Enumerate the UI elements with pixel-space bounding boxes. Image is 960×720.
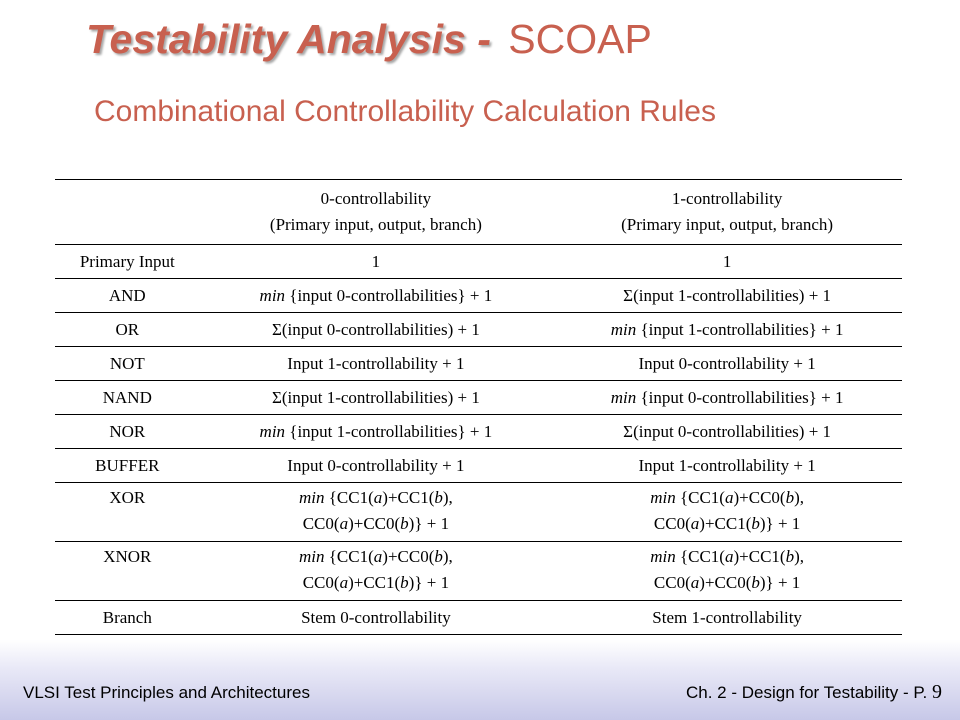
- zero-controllability-cell: [200, 601, 553, 635]
- gate-cell: Primary Input: [55, 245, 200, 279]
- c0-line: CC0(a)+CC0(b)} + 1: [302, 514, 450, 533]
- c1-line: Σ(input 0-controllabilities) + 1: [623, 421, 832, 441]
- c0-line: min {CC1(a)+CC0(b),: [299, 547, 453, 566]
- gate-cell: XOR: [55, 483, 200, 542]
- c0-line: min {CC1(a)+CC1(b),: [299, 488, 453, 507]
- one-controllability-cell: [552, 313, 902, 347]
- c0-line: 1: [371, 251, 381, 271]
- table-row: [55, 381, 902, 415]
- c1-line: min {CC1(a)+CC1(b),: [650, 547, 804, 566]
- c0-line: Σ(input 0-controllabilities) + 1: [271, 319, 480, 339]
- footer-band: [0, 640, 960, 720]
- page-number: 9: [932, 681, 942, 703]
- one-controllability-cell: [552, 542, 902, 601]
- slide-subtitle: Combinational Controllability Calculation Rules: [94, 95, 716, 128]
- header-0-controllability-label: 0-controllability: [320, 189, 432, 208]
- slide-title: [86, 16, 652, 63]
- zero-controllability-cell: [200, 483, 553, 542]
- table-row: [55, 415, 902, 449]
- title-main: Testability Analysis: [86, 16, 466, 62]
- header-cell-0-controllability: [200, 180, 553, 245]
- one-controllability-cell: [552, 601, 902, 635]
- c1-line: Input 1-controllability + 1: [638, 455, 816, 475]
- c1-line: 1: [722, 251, 732, 271]
- c0-line: min {input 0-controllabilities} + 1: [259, 285, 493, 305]
- header-1-controllability-label: 1-controllability: [671, 189, 783, 208]
- table-row: [55, 483, 902, 542]
- zero-controllability-cell: [200, 347, 553, 381]
- title-separator: -: [477, 16, 491, 62]
- c1-line: CC0(a)+CC0(b)} + 1: [653, 573, 801, 592]
- one-controllability-cell: [552, 279, 902, 313]
- c1-line: min {input 1-controllabilities} + 1: [610, 319, 844, 339]
- footer-chapter: [686, 681, 942, 704]
- table-row: [55, 313, 902, 347]
- gate-cell: Branch: [55, 601, 200, 635]
- zero-controllability-cell: [200, 279, 553, 313]
- zero-controllability-cell: [200, 449, 553, 483]
- one-controllability-cell: [552, 415, 902, 449]
- one-controllability-cell: [552, 449, 902, 483]
- gate-cell: NOT: [55, 347, 200, 381]
- header-cell-gate: [55, 180, 200, 245]
- gate-cell: OR: [55, 313, 200, 347]
- c0-line: Σ(input 1-controllabilities) + 1: [271, 387, 480, 407]
- table-row: [55, 279, 902, 313]
- table-header: [55, 180, 902, 245]
- c1-line: min {CC1(a)+CC0(b),: [650, 488, 804, 507]
- title-sub: SCOAP: [508, 16, 652, 62]
- c0-line: CC0(a)+CC1(b)} + 1: [302, 573, 450, 592]
- one-controllability-cell: [552, 347, 902, 381]
- gate-cell: NAND: [55, 381, 200, 415]
- one-controllability-cell: [552, 245, 902, 279]
- table-body: [55, 245, 902, 635]
- gate-cell: NOR: [55, 415, 200, 449]
- header-1-controllability-note: (Primary input, output, branch): [621, 215, 834, 234]
- zero-controllability-cell: [200, 313, 553, 347]
- header-cell-1-controllability: [552, 180, 902, 245]
- header-0-controllability-note: (Primary input, output, branch): [269, 215, 482, 234]
- gate-cell: XNOR: [55, 542, 200, 601]
- footer-course-title: VLSI Test Principles and Architectures: [23, 683, 310, 702]
- one-controllability-cell: [552, 483, 902, 542]
- c1-line: CC0(a)+CC1(b)} + 1: [653, 514, 801, 533]
- c0-line: min {input 1-controllabilities} + 1: [259, 421, 493, 441]
- c1-line: Σ(input 1-controllabilities) + 1: [623, 285, 832, 305]
- footer-chapter-label: Ch. 2 - Design for Testability - P.: [686, 683, 928, 702]
- controllability-rules-table: [55, 179, 902, 635]
- zero-controllability-cell: [200, 245, 553, 279]
- header-row: [55, 180, 902, 245]
- c0-line: Input 1-controllability + 1: [287, 353, 465, 373]
- c1-line: Stem 1-controllability: [652, 607, 802, 627]
- table-row: [55, 449, 902, 483]
- c1-line: Input 0-controllability + 1: [638, 353, 816, 373]
- zero-controllability-cell: [200, 381, 553, 415]
- zero-controllability-cell: [200, 415, 553, 449]
- gate-cell: BUFFER: [55, 449, 200, 483]
- table-row: [55, 601, 902, 635]
- table-row: [55, 245, 902, 279]
- c0-line: Stem 0-controllability: [301, 607, 451, 627]
- c0-line: Input 0-controllability + 1: [287, 455, 465, 475]
- zero-controllability-cell: [200, 542, 553, 601]
- table-row: [55, 347, 902, 381]
- c1-line: min {input 0-controllabilities} + 1: [610, 387, 844, 407]
- table-row: [55, 542, 902, 601]
- one-controllability-cell: [552, 381, 902, 415]
- gate-cell: AND: [55, 279, 200, 313]
